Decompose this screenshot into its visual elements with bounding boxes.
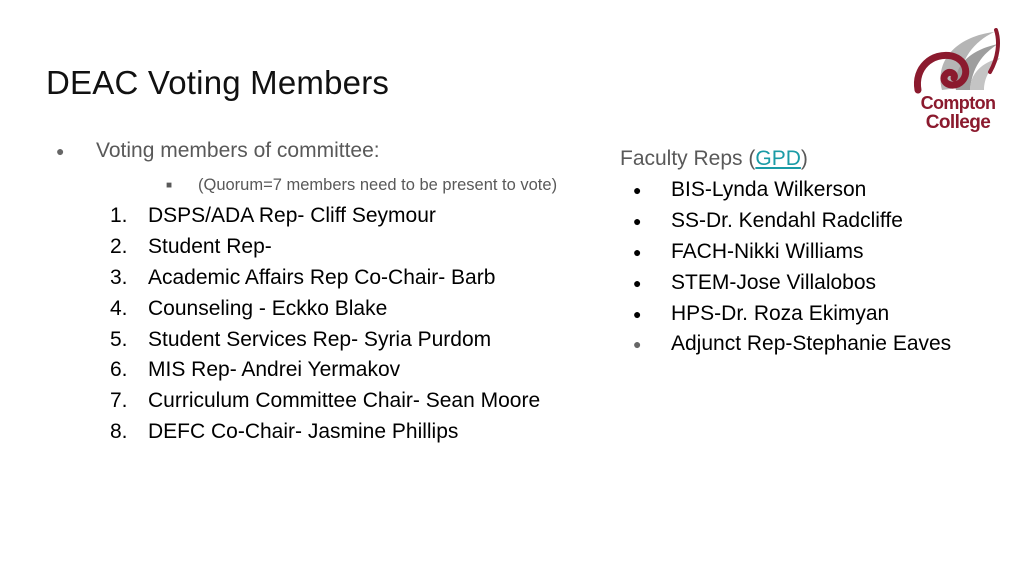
bullet-square-icon: ■ xyxy=(166,180,173,191)
list-item xyxy=(56,172,596,199)
rep-text: STEM-Jose Villalobos xyxy=(671,270,877,294)
member-text: Counseling - Eckko Blake xyxy=(148,296,388,320)
faculty-reps-column xyxy=(620,145,1000,360)
member-text: MIS Rep- Andrei Yermakov xyxy=(148,358,401,382)
item-number: 1. xyxy=(110,204,128,228)
list-item xyxy=(620,267,1000,298)
faculty-reps-heading xyxy=(620,145,1000,175)
list-item xyxy=(110,417,596,448)
bullet-dot-icon: ● xyxy=(633,336,642,353)
bullet-dot-icon: ● xyxy=(633,213,642,230)
members-list xyxy=(56,201,596,447)
logo-line-1: Compton xyxy=(920,93,996,113)
gpd-link[interactable]: GPD xyxy=(755,147,801,170)
rep-text: BIS-Lynda Wilkerson xyxy=(671,178,867,202)
member-text: DSPS/ADA Rep- Cliff Seymour xyxy=(148,204,436,228)
list-item xyxy=(110,324,596,355)
item-number: 4. xyxy=(110,296,128,320)
bullet-dot-icon: ● xyxy=(56,143,65,159)
member-text: Student Services Rep- Syria Purdom xyxy=(148,327,492,351)
list-item xyxy=(110,293,596,324)
voting-members-column xyxy=(56,138,596,447)
list-item xyxy=(620,175,1000,206)
list-item xyxy=(620,206,1000,237)
item-number: 6. xyxy=(110,358,128,382)
list-item xyxy=(110,386,596,417)
item-number: 3. xyxy=(110,265,128,289)
member-text: Student Rep- xyxy=(148,235,272,259)
member-text: Academic Affairs Rep Co-Chair- Barb xyxy=(148,265,496,289)
item-number: 2. xyxy=(110,235,128,259)
member-text: Curriculum Committee Chair- Sean Moore xyxy=(148,389,541,413)
heading-prefix: Faculty Reps ( xyxy=(620,147,756,170)
list-item xyxy=(110,355,596,386)
bullet-dot-icon: ● xyxy=(633,182,642,199)
bullet-dot-icon: ● xyxy=(633,243,642,260)
list-item xyxy=(620,329,1000,360)
rep-text: FACH-Nikki Williams xyxy=(671,239,864,263)
faculty-reps-list xyxy=(620,175,1000,360)
logo-line-2: College xyxy=(925,112,991,133)
list-item xyxy=(110,201,596,232)
rep-text: Adjunct Rep-Stephanie Eaves xyxy=(671,332,952,356)
list-item xyxy=(56,138,596,172)
list-item xyxy=(110,263,596,294)
heading-suffix: ) xyxy=(800,147,808,170)
bullet-dot-icon: ● xyxy=(633,305,642,322)
item-number: 8. xyxy=(110,419,128,443)
quorum-note: (Quorum=7 members need to be present to vote) xyxy=(198,176,558,194)
rep-text: HPS-Dr. Roza Ekimyan xyxy=(671,301,890,325)
list-item xyxy=(110,232,596,263)
item-number: 7. xyxy=(110,389,128,413)
list-item xyxy=(620,298,1000,329)
rep-text: SS-Dr. Kendahl Radcliffe xyxy=(671,209,903,233)
compton-college-logo xyxy=(912,28,1004,140)
member-text: DEFC Co-Chair- Jasmine Phillips xyxy=(148,419,459,443)
item-number: 5. xyxy=(110,327,128,351)
bullet-dot-icon: ● xyxy=(633,274,642,291)
list-item xyxy=(620,237,1000,268)
voting-members-heading: Voting members of committee: xyxy=(96,139,380,162)
slide-title: DEAC Voting Members xyxy=(46,64,390,101)
